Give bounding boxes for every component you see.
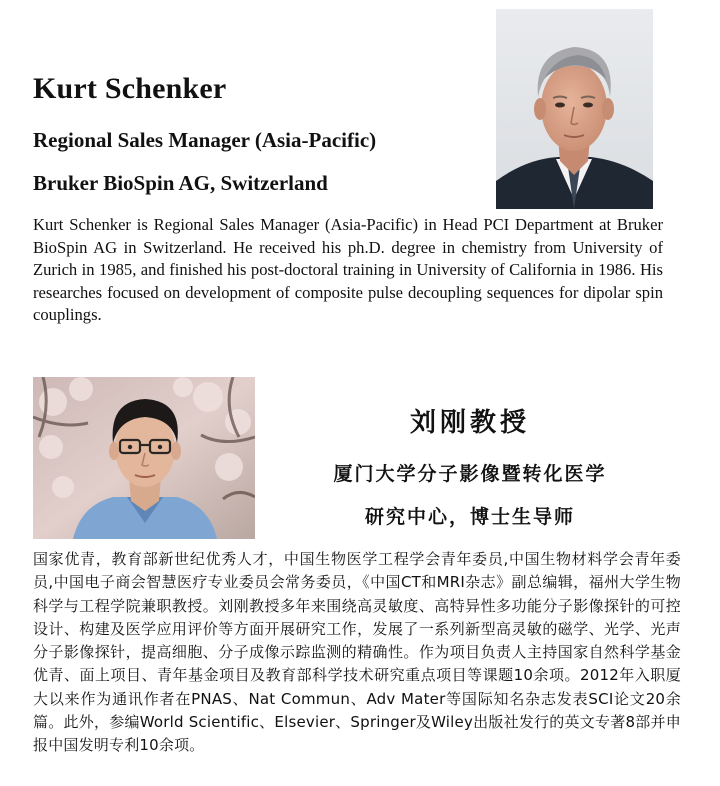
profile-1-title: Regional Sales Manager (Asia-Pacific)	[33, 128, 377, 152]
profile-1-portrait-photo	[496, 9, 653, 209]
profile-1-organization: Bruker BioSpin AG, Switzerland	[33, 171, 328, 195]
profile-2-bio: 国家优青，教育部新世纪优秀人才，中国生物医学工程学会青年委员,中国生物材料学会青年委员,中国电子商会智慧医疗专业委员会常务委员，《中国CT和MRI杂志》副总编辑，福州大学生物科学与工程学院兼职教授。刘刚教授多年来围绕高灵敏度、高特异性多功能分子影像探针的可控设计、构建及医学应用评价等方面开展研究工作，发展了一系列新型高灵敏的磁学、光学、光声分子影像探针，提高细胞、分子成像示踪监测的精确性。作为项目负责人主持国家自然科学基金优青、面上项目、青年基金项目及教育部科学技术研究重点项目等课题10余项。2012年入职厦大以来作为通讯作者在PNAS、Nat Commun、Adv Mater等国际知名杂志发表SCI论文20余篇。此外，参编World Scientific、Elsevier、Springer及Wiley出版社发行的英文专著8部并申报中国发明专利10余项。	[33, 550, 681, 755]
profile-2-organization-line2: 研究中心，博士生导师	[364, 506, 575, 528]
profile-1-name: Kurt Schenker	[33, 72, 227, 105]
profile-1-bio: Kurt Schenker is Regional Sales Manager (Asia-Pacific) in Head PCI Department at Bruker BioSpin AG in Switzerland. He received his ph.D. degree in chemistry from University of Zurich in 1985, and finished his post-doctoral training in University of California in 1986. His researches focused on development of composite pulse decoupling sequences for dipolar spin couplings.	[33, 215, 663, 325]
profile-2-name: 刘刚教授	[409, 408, 530, 438]
profile-2-organization-line1: 厦门大学分子影像暨转化医学	[333, 463, 607, 485]
profile-2-portrait-photo	[33, 377, 255, 539]
